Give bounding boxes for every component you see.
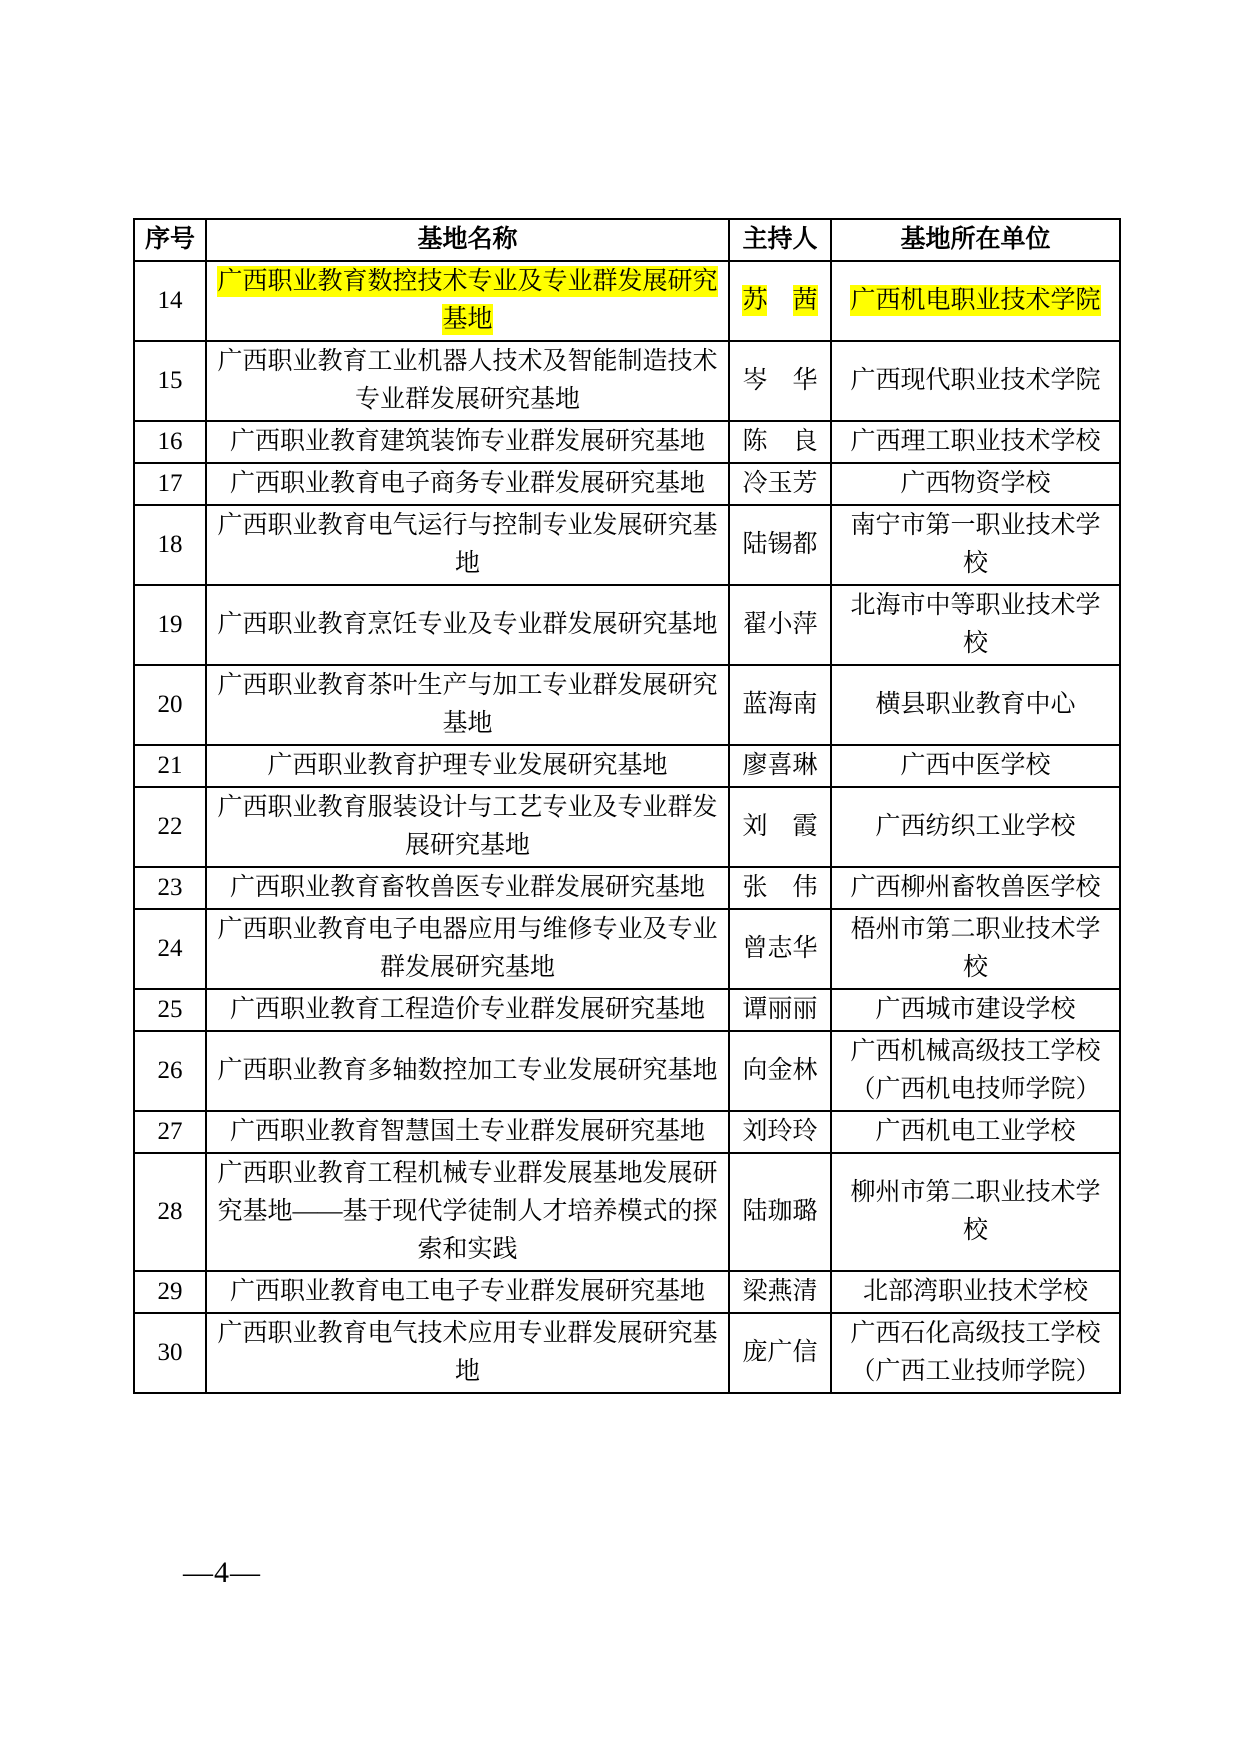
table-row — [134, 1031, 1120, 1111]
cell-serial-number: 23 — [134, 867, 206, 909]
table-row — [134, 1313, 1120, 1393]
cell-base-name: 广西职业教育烹饪专业及专业群发展研究基地 — [206, 585, 729, 665]
cell-base-name: 广西职业教育茶叶生产与加工专业群发展研究基地 — [206, 665, 729, 745]
table-row — [134, 989, 1120, 1031]
cell-base-name: 广西职业教育电气技术应用专业群发展研究基地 — [206, 1313, 729, 1393]
table-row — [134, 341, 1120, 421]
cell-host: 谭丽丽 — [729, 989, 831, 1031]
header-base-name: 基地名称 — [206, 219, 729, 261]
cell-host: 刘玲玲 — [729, 1111, 831, 1153]
cell-serial-number: 19 — [134, 585, 206, 665]
cell-host: 岑 华 — [729, 341, 831, 421]
cell-serial-number: 21 — [134, 745, 206, 787]
table-row — [134, 261, 1120, 341]
cell-base-unit: 横县职业教育中心 — [831, 665, 1120, 745]
cell-base-name: 广西职业教育建筑装饰专业群发展研究基地 — [206, 421, 729, 463]
cell-host: 张 伟 — [729, 867, 831, 909]
cell-serial-number: 16 — [134, 421, 206, 463]
table-row — [134, 1111, 1120, 1153]
table-row — [134, 665, 1120, 745]
cell-base-name: 广西职业教育多轴数控加工专业发展研究基地 — [206, 1031, 729, 1111]
cell-host: 梁燕清 — [729, 1271, 831, 1313]
page-number: —4— — [183, 1556, 261, 1589]
table-row — [134, 909, 1120, 989]
cell-serial-number: 15 — [134, 341, 206, 421]
cell-base-unit: 广西城市建设学校 — [831, 989, 1120, 1031]
cell-serial-number: 24 — [134, 909, 206, 989]
table-row — [134, 745, 1120, 787]
cell-host: 蓝海南 — [729, 665, 831, 745]
cell-serial-number: 27 — [134, 1111, 206, 1153]
table-row — [134, 1271, 1120, 1313]
highlight-mark: 广西机电职业技术学院 — [850, 287, 1101, 314]
header-host: 主持人 — [729, 219, 831, 261]
highlight-mark: 茜 — [792, 287, 818, 314]
cell-host: 庞广信 — [729, 1313, 831, 1393]
table-row — [134, 585, 1120, 665]
cell-base-name: 广西职业教育工程造价专业群发展研究基地 — [206, 989, 729, 1031]
cell-serial-number: 14 — [134, 261, 206, 341]
cell-base-unit: 南宁市第一职业技术学校 — [831, 505, 1120, 585]
cell-base-unit: 广西机电工业学校 — [831, 1111, 1120, 1153]
table-row — [134, 505, 1120, 585]
table-row — [134, 787, 1120, 867]
cell-base-unit: 广西理工职业技术学校 — [831, 421, 1120, 463]
cell-base-unit: 广西现代职业技术学院 — [831, 341, 1120, 421]
cell-host: 陆珈璐 — [729, 1153, 831, 1271]
cell-base-unit: 柳州市第二职业技术学校 — [831, 1153, 1120, 1271]
cell-base-unit: 广西石化高级技工学校（广西工业技师学院） — [831, 1313, 1120, 1393]
cell-base-name — [206, 261, 729, 341]
cell-base-unit: 广西物资学校 — [831, 463, 1120, 505]
cell-serial-number: 17 — [134, 463, 206, 505]
cell-base-name: 广西职业教育电气运行与控制专业发展研究基地 — [206, 505, 729, 585]
cell-base-unit: 广西柳州畜牧兽医学校 — [831, 867, 1120, 909]
cell-base-name: 广西职业教育畜牧兽医专业群发展研究基地 — [206, 867, 729, 909]
cell-base-unit — [831, 261, 1120, 341]
cell-base-unit: 广西中医学校 — [831, 745, 1120, 787]
cell-serial-number: 25 — [134, 989, 206, 1031]
cell-host: 冷玉芳 — [729, 463, 831, 505]
cell-host: 翟小萍 — [729, 585, 831, 665]
header-serial-number: 序号 — [134, 219, 206, 261]
cell-serial-number: 29 — [134, 1271, 206, 1313]
cell-host: 陆锡都 — [729, 505, 831, 585]
cell-base-name: 广西职业教育电子商务专业群发展研究基地 — [206, 463, 729, 505]
cell-host: 曾志华 — [729, 909, 831, 989]
cell-base-name: 广西职业教育服装设计与工艺专业及专业群发展研究基地 — [206, 787, 729, 867]
highlight-mark: 广西职业教育数控技术专业及专业群发展研究基地 — [217, 268, 718, 333]
cell-base-name: 广西职业教育护理专业发展研究基地 — [206, 745, 729, 787]
header-base-unit: 基地所在单位 — [831, 219, 1120, 261]
table-row — [134, 867, 1120, 909]
cell-base-name: 广西职业教育智慧国土专业群发展研究基地 — [206, 1111, 729, 1153]
cell-base-unit: 北海市中等职业技术学校 — [831, 585, 1120, 665]
cell-serial-number: 18 — [134, 505, 206, 585]
cell-base-name: 广西职业教育电子电器应用与维修专业及专业群发展研究基地 — [206, 909, 729, 989]
cell-serial-number: 26 — [134, 1031, 206, 1111]
cell-base-name: 广西职业教育电工电子专业群发展研究基地 — [206, 1271, 729, 1313]
table-row — [134, 1153, 1120, 1271]
cell-base-name: 广西职业教育工程机械专业群发展基地发展研究基地——基于现代学徒制人才培养模式的探索和实践 — [206, 1153, 729, 1271]
highlight-mark: 苏 — [742, 287, 768, 314]
table-row — [134, 463, 1120, 505]
cell-serial-number: 22 — [134, 787, 206, 867]
cell-host: 向金林 — [729, 1031, 831, 1111]
table-header-row — [134, 219, 1120, 261]
cell-serial-number: 28 — [134, 1153, 206, 1271]
cell-host: 陈 良 — [729, 421, 831, 463]
cell-host: 廖喜琳 — [729, 745, 831, 787]
table-body — [134, 261, 1120, 1393]
cell-base-name: 广西职业教育工业机器人技术及智能制造技术专业群发展研究基地 — [206, 341, 729, 421]
cell-serial-number: 30 — [134, 1313, 206, 1393]
cell-serial-number: 20 — [134, 665, 206, 745]
cell-base-unit: 广西纺织工业学校 — [831, 787, 1120, 867]
cell-host — [729, 261, 831, 341]
cell-host: 刘 霞 — [729, 787, 831, 867]
cell-base-unit: 北部湾职业技术学校 — [831, 1271, 1120, 1313]
research-base-table — [133, 218, 1121, 1394]
cell-base-unit: 梧州市第二职业技术学校 — [831, 909, 1120, 989]
cell-base-unit: 广西机械高级技工学校（广西机电技师学院） — [831, 1031, 1120, 1111]
table-row — [134, 421, 1120, 463]
